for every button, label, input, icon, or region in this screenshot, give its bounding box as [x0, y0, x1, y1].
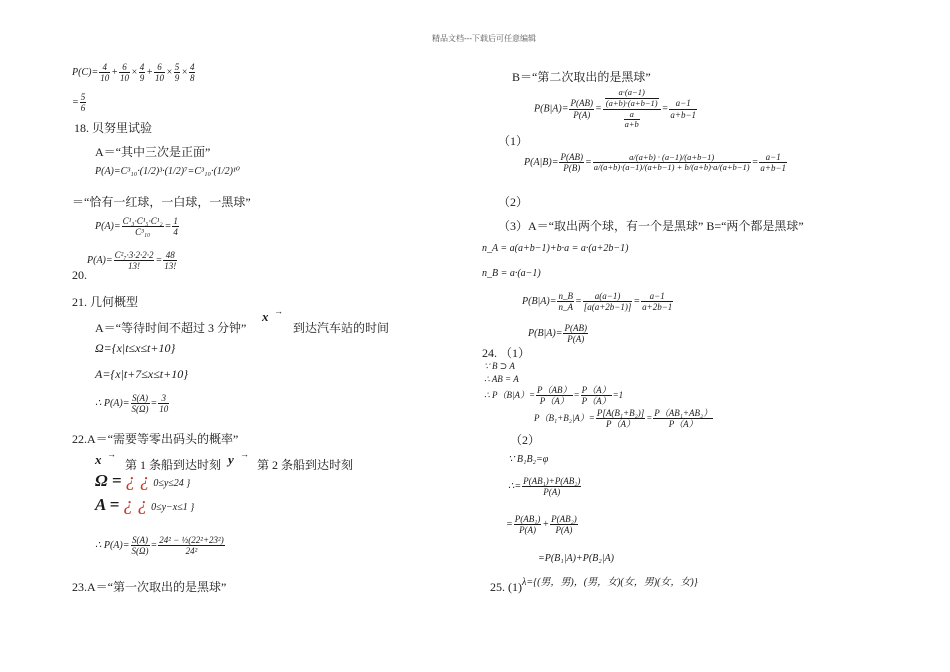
r1-formula: P(B|A)= $\frac{P(AB)}{P(A)}$ = $\frac{\frac{a\cdot(a-1)}{(a+b)\cdot(a+b-1)}}{\frac{a}{a+b}}$ = $\frac{a-1}{a+b-1}$ [534, 87, 697, 130]
q21-title: 21. 几何概型 [72, 295, 139, 309]
q21-set-a: A={x|t+7≤x≤t+10} [95, 367, 189, 381]
q18-event-a: A＝“其中三次是正面” [95, 145, 211, 159]
q18-event-b: ＝“恰有一红球，一白球，一黑球” [72, 195, 251, 209]
q25-label: 25. (1) [490, 580, 522, 594]
pc-frac-5: $\frac{5}{9}$ [174, 62, 180, 84]
q22-y-desc: 第 2 条船到达时刻 [257, 458, 354, 472]
pc-frac-4: $\frac{6}{10}$ [154, 62, 164, 84]
q24-2-label: （2） [510, 433, 541, 447]
q20-formula: P(A)= $\frac{\text{C²₇·3·2·2·2}}{13!}$ = $\frac{48}{13!}$ [87, 250, 177, 272]
pc-formula [72, 62, 196, 84]
q24-line-8: =P(B₁|A)+P(B₂|A) [538, 553, 614, 564]
q21-event-a: A＝“等待时间不超过 3 分钟” [95, 321, 247, 335]
pc-op: × [130, 67, 138, 79]
arrow-icon: → [107, 449, 116, 459]
q24-line-6: ∴= $\frac{\text{P(AB₁)+P(AB₂)}}{P(A)}$ [508, 476, 581, 498]
q25-sample-space: λ={(男，男)，(男，女)(女，男)(女，女)} [522, 577, 698, 588]
q22-prob: ∴ P(A)= $\frac{S(A)}{S(\Omega)}$ = $\frac{\text{24² − ½(22²+23²)}}{\text{24²}}$ [95, 535, 224, 557]
q24-line-7: = $\frac{\text{P(AB₁)}}{P(A)}$ + $\frac{\text{P(AB₂)}}{P(A)}$ [506, 514, 577, 536]
pc-op: × [165, 67, 173, 79]
q21-x-symbol: x [262, 309, 269, 324]
q22-omega: Ω = ¿ ¿ 0≤y≤24 } [95, 470, 191, 491]
q22-set-a: A = ¿ ¿ 0≤y−x≤1 } [95, 494, 195, 515]
q18-title: 18. 贝努里试验 [74, 121, 153, 135]
arrow-icon: → [274, 306, 283, 316]
r3-prob: P(B|A)= $\frac{n\_B}{n\_A}$ = $\frac{a(a-1)}{[a(a+2b-1)]}$ = $\frac{a-1}{a+2b-1}$ [522, 291, 673, 313]
arrow-icon: → [240, 449, 249, 459]
pc-frac-2: $\frac{6}{10}$ [119, 62, 129, 84]
q21-omega: Ω={x|t≤x≤t+10} [95, 341, 176, 355]
pc-lhs: P(C)= [72, 67, 99, 79]
q23-title: 23.A＝“第一次取出的是黑球” [72, 580, 227, 594]
q24-label: 24. （1） [482, 346, 531, 360]
q22-x-symbol: x [95, 452, 102, 467]
r2-formula: P(A|B)= $\frac{P(AB)}{P(B)}$ = $\frac{a/(a+b) \cdot (a-1)/(a+b-1)}{a/(a+b)\cdot(a-1)/(a+b-1) + b/(a+b)\cdot a/(a+b-1)}$ = $\frac{a-1}{a+b-1}$ [524, 151, 787, 174]
q24-line-5: ∵ B₁B₂=φ [508, 454, 549, 465]
pc-op: × [181, 67, 188, 79]
q18-formula: P(A)=C³₁₀·(1/2)³·(1/2)⁷=C³₁₀·(1/2)¹⁰ [95, 166, 240, 177]
q24-line-3: ∴ P（B|A）= $\frac{P(AB)}{P(A)}$ = $\frac{P(A)}{P(A)}$ =1 [484, 385, 624, 407]
pc-result: = $\frac{5}{6}$ [72, 92, 86, 114]
b-definition: B＝“第二次取出的是黑球” [512, 70, 651, 84]
pc-frac-3: $\frac{4}{9}$ [139, 62, 145, 84]
q18-pa: P(A)= $\frac{\text{C¹₃·C¹₅·C¹₂}}{\text{C³₁₀}}$ = $\frac{1}{4}$ [95, 216, 178, 238]
q24-line-2: ∴ AB = A [484, 374, 519, 384]
pc-op: + [146, 67, 153, 79]
q22-y-symbol: y [228, 452, 234, 467]
q24-line-1: ∵ B ⊃ A [484, 361, 515, 371]
q22-x-desc: 第 1 条船到达时刻 [125, 458, 222, 472]
pc-op: + [111, 67, 118, 79]
q24-line-4: P（B₁+B₂|A）= $\frac{\text{P[A(B₁+B₂)]}}{P(A)}$ = $\frac{\text{P（AB₁+AB₂）}}{P(A)}$ [534, 408, 713, 430]
pc-frac-6: $\frac{4}{8}$ [189, 62, 195, 84]
pc-frac-1: $\frac{4}{10}$ [100, 62, 110, 84]
q22-title: 22.A＝“需要等零出码头的概率” [72, 432, 239, 446]
r2-label: （2） [498, 195, 529, 209]
r3-nb: n_B = a·(a−1) [482, 268, 541, 279]
q20-label: 20. [72, 268, 87, 282]
r3-na: n_A = a(a+b−1)+b·a = a·(a+2b−1) [482, 243, 629, 254]
r3-prob-2: P(B|A)= $\frac{P(AB)}{P(A)}$ [528, 323, 587, 345]
q21-prob: ∴ P(A)= $\frac{S(A)}{S(\Omega)}$ = $\frac{3}{10}$ [95, 393, 169, 415]
r3-text: （3）A＝“取出两个球，有一个是黑球” B=“两个都是黑球” [498, 219, 804, 233]
page-header: 精品文档---下载后可任意编辑 [432, 34, 536, 43]
q21-x-desc: 到达汽车站的时间 [293, 321, 390, 335]
r1-label: （1） [498, 134, 529, 148]
